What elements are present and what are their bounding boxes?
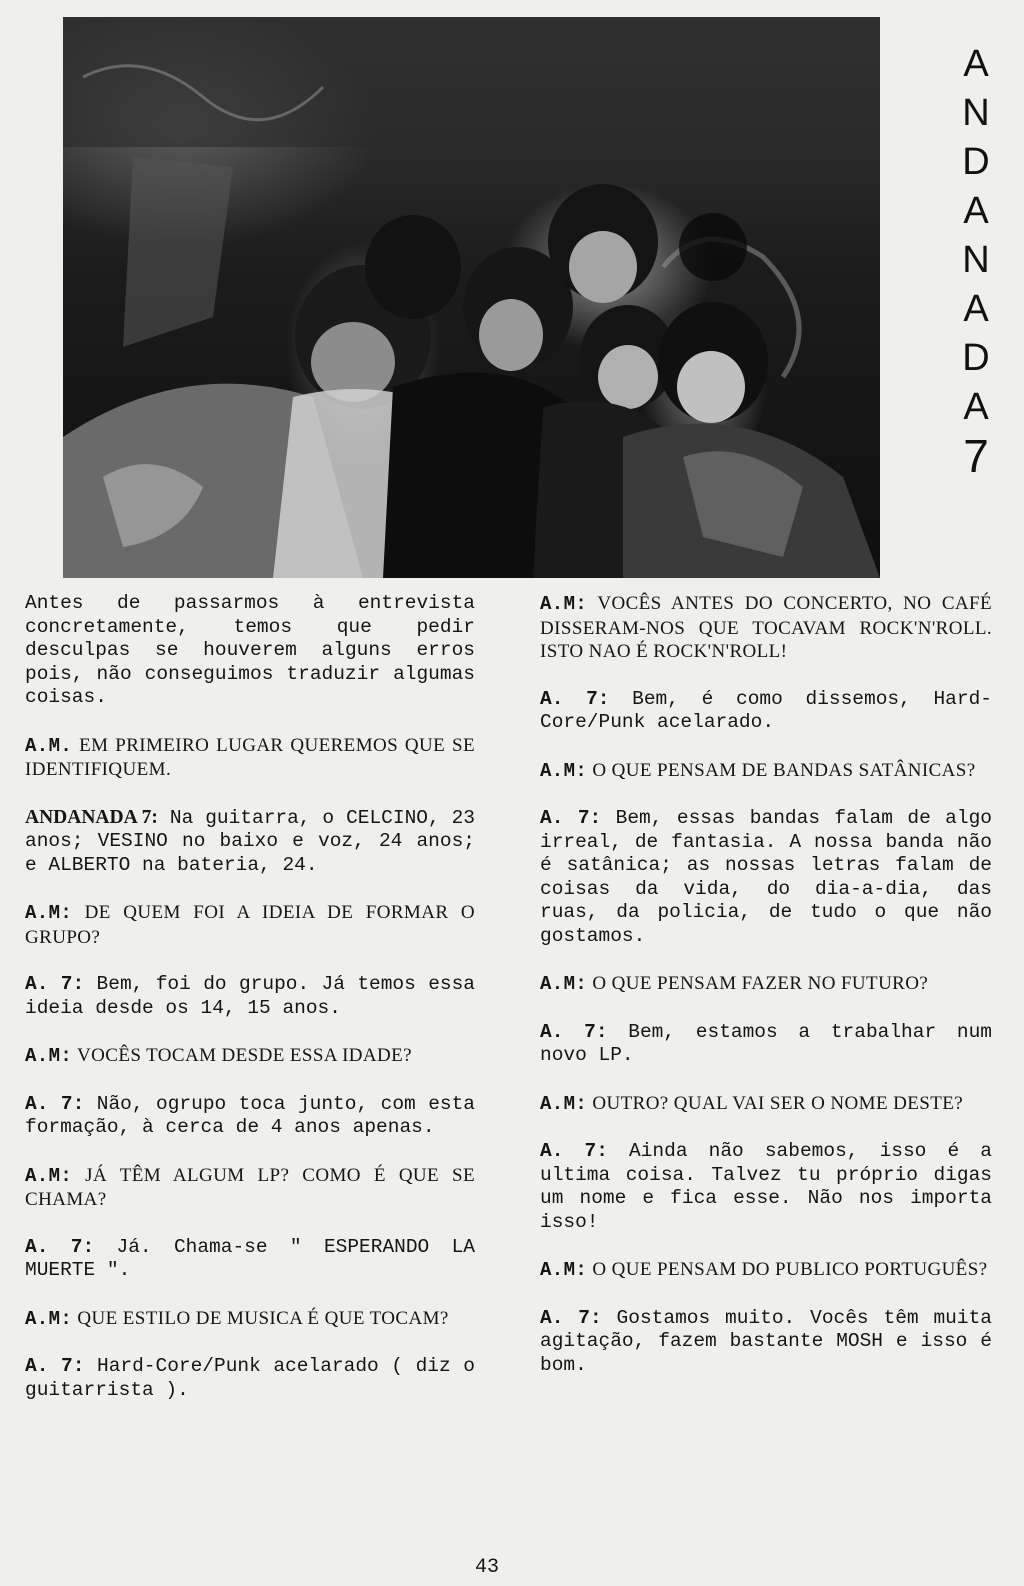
- interview-right-column: [540, 592, 992, 1401]
- paragraph-text: VOCÊS TOCAM DESDE ESSA IDADE?: [72, 1045, 413, 1066]
- paragraph-text: O QUE PENSAM DE BANDAS SATÂNICAS?: [587, 759, 976, 781]
- speaker-label: A.M:: [25, 1045, 73, 1067]
- speaker-label: A. 7:: [540, 1306, 602, 1329]
- speaker-label: A.M:: [25, 1307, 73, 1330]
- speaker-label: A.M:: [540, 1259, 588, 1281]
- title-letter: A: [963, 43, 989, 85]
- title-letter: A: [963, 190, 989, 232]
- paragraph-text: EM PRIMEIRO LUGAR QUEREMOS QUE SE IDENTIFIQUEM.: [25, 734, 475, 780]
- paragraph-text: Hard-Core/Punk acelarado ( diz o guitarrista ).: [25, 1355, 475, 1401]
- title-letter: D: [962, 337, 990, 379]
- speaker-label: A. 7:: [540, 1020, 608, 1043]
- speaker-label: A. 7:: [25, 1355, 85, 1377]
- interview-left-column: [25, 592, 475, 1426]
- paragraph-text: Gostamos muito. Vocês têm muita agitação, fazem bastante MOSH e isso é bom.: [540, 1306, 992, 1376]
- interview-answer: [25, 592, 475, 710]
- paragraph-text: QUE ESTILO DE MUSICA É QUE TOCAM?: [72, 1307, 449, 1329]
- speaker-label: A. 7:: [540, 807, 602, 829]
- speaker-label: A. 7:: [25, 1092, 85, 1115]
- title-letter: A: [963, 288, 989, 330]
- interview-answer: [25, 806, 475, 878]
- vertical-title: [948, 40, 1004, 481]
- title-letter: D: [962, 141, 990, 183]
- speaker-label: A. 7:: [540, 1140, 608, 1162]
- interview-answer: [540, 688, 992, 735]
- interview-question: [25, 1044, 475, 1069]
- speaker-label: A. 7:: [25, 973, 85, 995]
- paragraph-text: Bem, essas bandas falam de algo irreal, de fantasia. A nossa banda não é satânica; as nossas letras falam de coisas da vida, do dia-a-dia, das ruas, da policia, de tudo o que não gostamos.: [540, 807, 992, 947]
- speaker-label: A.M:: [540, 973, 588, 995]
- interview-answer: [25, 1093, 475, 1140]
- paragraph-text: OUTRO? QUAL VAI SER O NOME DESTE?: [587, 1092, 964, 1114]
- paragraph-text: Antes de passarmos à entrevista concretamente, temos que pedir desculpas se houverem alguns erros pois, não conseguimos traduzir algumas coisas.: [25, 592, 475, 708]
- paragraph-text: Ainda não sabemos, isso é a ultima coisa. Talvez tu próprio digas um nome e fica esse. Não nos importa isso!: [540, 1140, 992, 1233]
- paragraph-text: Não, ogrupo toca junto, com esta formação, à cerca de 4 anos apenas.: [25, 1092, 475, 1138]
- interview-question: [25, 734, 475, 782]
- speaker-label: ANDANADA 7:: [25, 806, 158, 828]
- title-letter: N: [962, 92, 990, 134]
- interview-answer: [540, 1021, 992, 1068]
- band-photo: [63, 17, 880, 578]
- paragraph-text: O QUE PENSAM FAZER NO FUTURO?: [587, 973, 929, 994]
- interview-answer: [540, 1140, 992, 1234]
- band-photo-illustration: [63, 17, 880, 578]
- paragraph-text: VOCÊS ANTES DO CONCERTO, NO CAFÉ DISSERAM-NOS QUE TOCAVAM ROCK'N'ROLL. ISTO NAO É ROCK'N'ROLL!: [540, 593, 992, 662]
- speaker-label: A.M:: [540, 593, 588, 615]
- paragraph-text: Bem, foi do grupo. Já temos essa ideia desde os 14, 15 anos.: [25, 973, 475, 1019]
- paragraph-text: Na guitarra, o CELCINO, 23 anos; VESINO no baixo e voz, 24 anos; e ALBERTO na bateria, 24.: [25, 806, 476, 876]
- paragraph-text: Já. Chama-se " ESPERANDO LA MUERTE ".: [25, 1235, 475, 1281]
- paragraph-text: Bem, estamos a trabalhar num novo LP.: [540, 1020, 992, 1066]
- speaker-label: A. 7:: [540, 687, 610, 710]
- paragraph-text: Bem, é como dissemos, Hard-Core/Punk acelarado.: [540, 687, 992, 733]
- paragraph-text: O QUE PENSAM DO PUBLICO PORTUGUÊS?: [587, 1259, 988, 1280]
- interview-answer: [25, 973, 475, 1020]
- title-letter: 7: [963, 430, 989, 482]
- interview-answer: [540, 1307, 992, 1378]
- interview-question: [540, 759, 992, 784]
- paragraph-text: DE QUEM FOI A IDEIA DE FORMAR O GRUPO?: [25, 902, 475, 948]
- interview-answer: [540, 807, 992, 948]
- interview-answer: [25, 1355, 475, 1402]
- title-letter: A: [963, 386, 989, 428]
- interview-answer: [25, 1236, 475, 1283]
- speaker-label: A.M:: [540, 1092, 588, 1115]
- interview-question: [25, 1164, 475, 1212]
- interview-question: [25, 1307, 475, 1332]
- interview-question: [540, 972, 992, 997]
- paragraph-text: JÁ TÊM ALGUM LP? COMO É QUE SE CHAMA?: [25, 1164, 475, 1210]
- speaker-label: A.M.: [25, 734, 73, 757]
- interview-question: [540, 592, 992, 664]
- interview-question: [25, 901, 475, 949]
- page-number: 43: [475, 1556, 500, 1579]
- interview-question: [540, 1092, 992, 1117]
- speaker-label: A.M:: [25, 1164, 73, 1187]
- interview-question: [540, 1258, 992, 1283]
- speaker-label: A.M:: [25, 902, 73, 924]
- speaker-label: A.M:: [540, 759, 588, 782]
- speaker-label: A. 7:: [25, 1235, 95, 1258]
- title-letter: N: [962, 239, 990, 281]
